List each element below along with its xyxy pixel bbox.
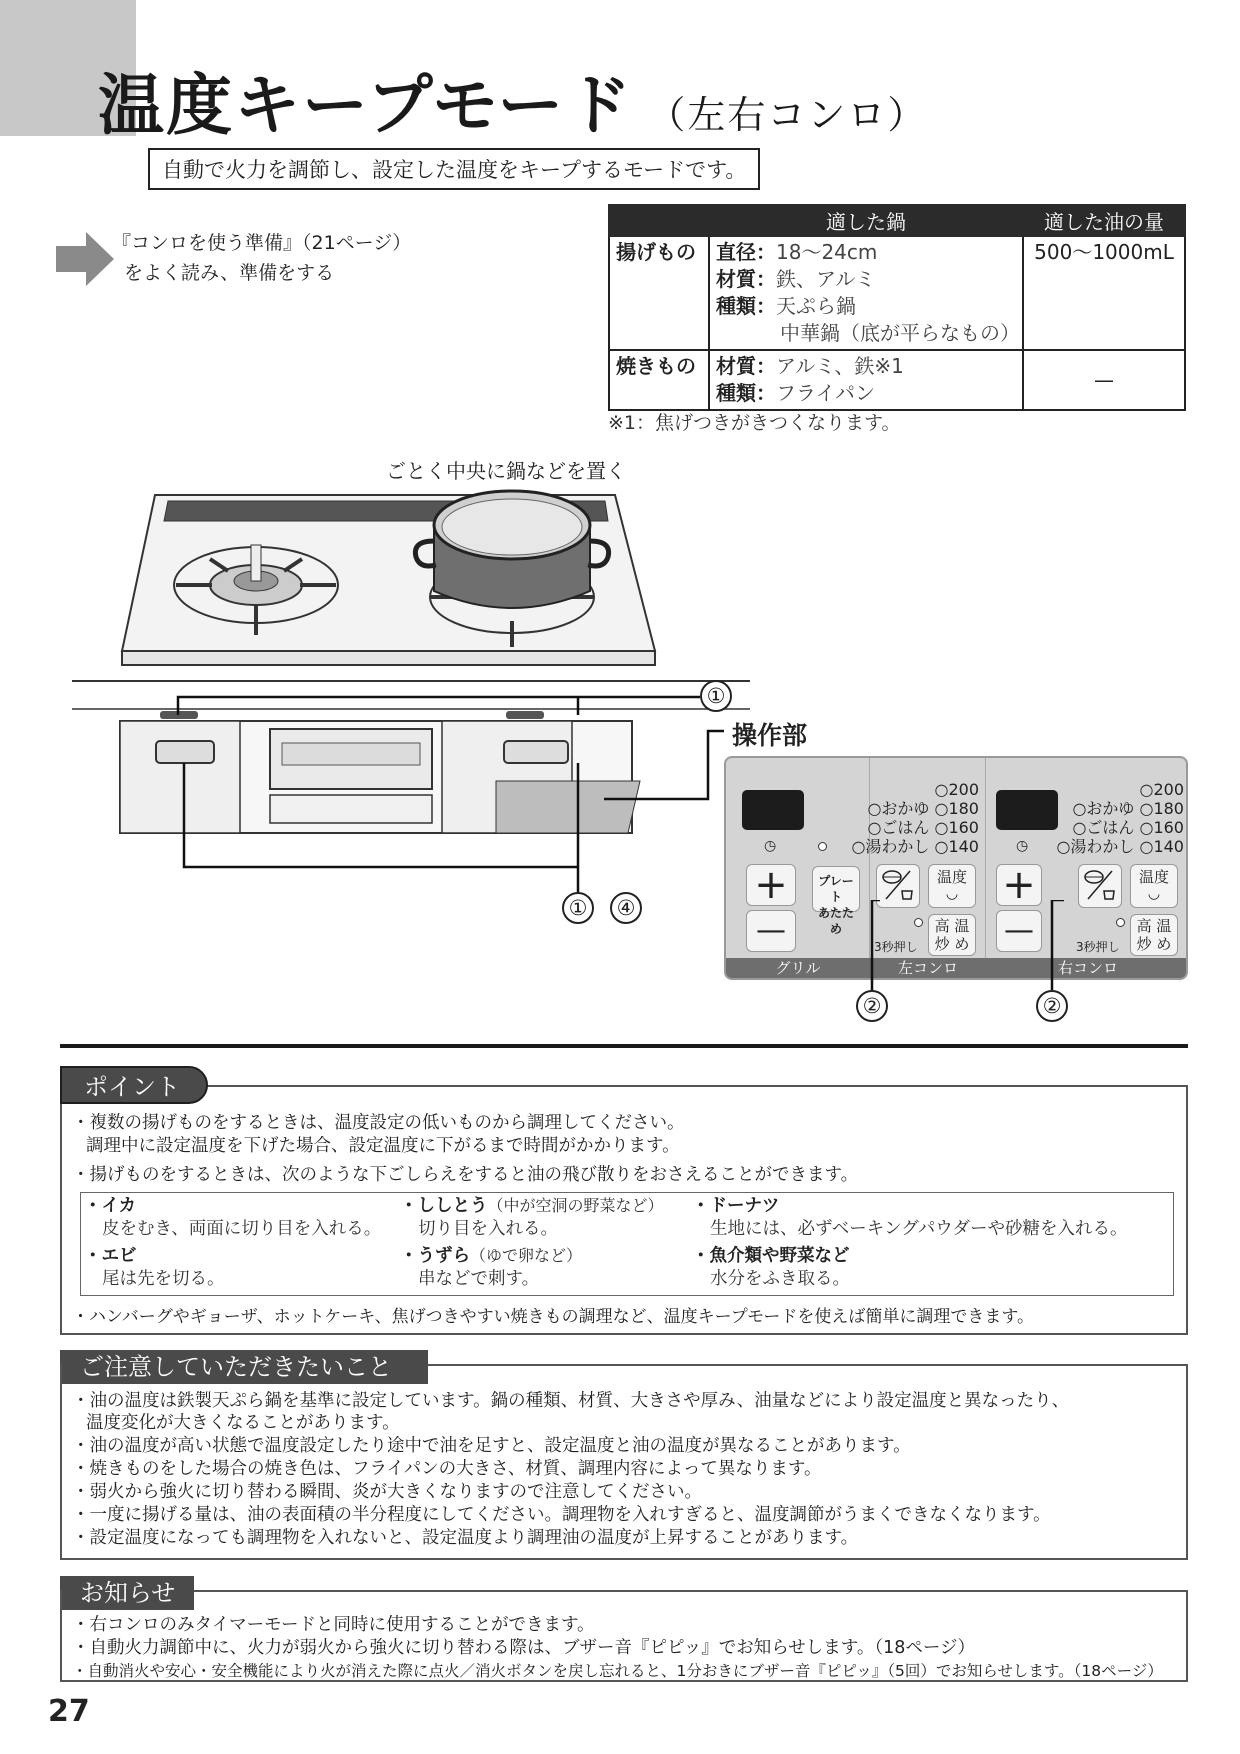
spec-key: 直径：: [716, 240, 776, 264]
temp-option: ○おかゆ ○180: [1072, 799, 1184, 818]
tip-desc: 生地には、必ずベーキングパウダーや砂糖を入れる。: [710, 1219, 1128, 1239]
right-burner-label: 右コンロ: [1057, 959, 1118, 977]
list-item: [400, 1194, 664, 1241]
title-sub: （左右コンロ）: [647, 93, 928, 137]
tip-desc: 皮をむき、両面に切り目を入れる。: [102, 1219, 382, 1239]
tip-head: ・ドーナツ: [692, 1196, 780, 1216]
hold-note: 3秒押し: [1076, 940, 1120, 954]
spec-key: 種類：: [716, 381, 776, 405]
point-tag: ポイント: [60, 1066, 208, 1104]
pot-header-oil: 適した油の量: [1023, 205, 1185, 236]
category-grilled: 焼きもの: [609, 350, 709, 410]
right-display: [996, 790, 1058, 830]
spec-value: 天ぷら鍋: [776, 294, 856, 318]
caution-line: ・一度に揚げる量は、油の表面積の半分程度にしてください。調理物を入れすぎると、温度調節がうまくできなくなります。: [72, 1505, 1051, 1525]
title-main: 温度キープモード: [98, 67, 634, 144]
table-footnote: ※1：焦げつきがきつくなります。: [608, 412, 901, 434]
spec-key: 種類：: [716, 294, 776, 318]
notice-line: ・右コンロのみタイマーモードと同時に使用することができます。: [72, 1615, 595, 1635]
callout-4: ④: [610, 892, 642, 924]
tip-sub: （ゆで卵など）: [470, 1246, 583, 1265]
hold-note: 3秒押し: [874, 940, 918, 954]
spec-key: 材質：: [716, 354, 776, 378]
tip-desc: 尾は先を切る。: [102, 1269, 225, 1289]
list-item: [84, 1194, 381, 1241]
temp-button-label: 温度: [1138, 868, 1169, 886]
notice-tag: お知らせ: [60, 1576, 194, 1610]
temp-option: ○200: [1139, 780, 1184, 799]
caution-line: ・弱火から強火に切り替わる瞬間、炎が大きくなりますので注意してください。: [72, 1482, 702, 1502]
temp-option: ○ごはん ○160: [1072, 818, 1184, 837]
spec-key: 材質：: [716, 267, 776, 291]
oil-amount: 500〜1000mL: [1023, 236, 1185, 350]
left-temp-list: [851, 780, 979, 856]
list-item: [692, 1194, 1128, 1241]
stove-illustration: [60, 485, 760, 935]
tip-head: ・魚介類や野菜など: [692, 1246, 850, 1266]
spec-cell: [709, 236, 1023, 350]
grill-minus-button[interactable]: —: [746, 910, 796, 952]
prep-line-2: をよく読み、準備をする: [124, 262, 335, 284]
caution-tag: ご注意していただきたいこと: [60, 1350, 428, 1384]
right-minus-button[interactable]: —: [996, 910, 1042, 952]
tip-head: ・うずら: [400, 1246, 470, 1266]
page-number: 27: [48, 1694, 90, 1729]
callout-2-right: ②: [1036, 990, 1068, 1022]
right-temp-list: [1056, 780, 1184, 856]
temp-option: ○ごはん ○160: [867, 818, 979, 837]
plate-label-1: プレート: [818, 874, 854, 904]
oil-amount: —: [1023, 350, 1185, 410]
high-label-2: 炒 め: [934, 935, 970, 953]
spec-value: 中華鍋（底が平らなもの）: [780, 321, 1020, 345]
category-fried: 揚げもの: [609, 236, 709, 350]
section-divider: [60, 1044, 1188, 1048]
tip-head: ・エビ: [84, 1246, 137, 1266]
clock-icon: ◷: [1016, 838, 1029, 854]
high-label-2: 炒 め: [1136, 935, 1172, 953]
list-item: [400, 1244, 582, 1291]
tip-head: ・イカ: [84, 1196, 136, 1216]
caution-line: 温度変化が大きくなることがあります。: [86, 1413, 400, 1433]
kettle-rice-icon: [1080, 865, 1120, 905]
prep-instruction: [112, 228, 411, 288]
spec-value: フライパン: [776, 381, 875, 405]
pot-header-empty: [609, 205, 709, 236]
caution-line: ・設定温度になっても調理物を入れないと、設定温度より調理油の温度が上昇することがあります。: [72, 1528, 859, 1548]
pot-small-icon: ◡: [1147, 886, 1161, 902]
pot-header-pot: 適した鍋: [709, 205, 1023, 236]
grill-label: グリル: [775, 959, 821, 977]
notice-line: ・自動消火や安心・安全機能により火が消えた際に点火／消火ボタンを戻し忘れると、1分おきにブザー音『ピピッ』（5回）でお知らせします。（18ページ）: [72, 1662, 1163, 1680]
tip-desc: 水分をふき取る。: [710, 1269, 850, 1289]
control-panel-label: 操作部: [732, 721, 808, 750]
high-label-1: 高 温: [934, 917, 970, 935]
grill-display: [742, 790, 804, 830]
lead-box: 自動で火力を調節し、設定した温度をキープするモードです。: [148, 148, 760, 190]
point-bullet-2: ・揚げものをするときは、次のような下ごしらえをすると油の飛び散りをおさえることができます。: [72, 1165, 859, 1185]
callout-1-bottom: ①: [562, 892, 594, 924]
list-item: [84, 1244, 225, 1291]
tip-head: ・ししとう: [400, 1196, 488, 1216]
table-row: [609, 236, 1185, 350]
spec-value: 鉄、アルミ: [776, 267, 876, 291]
caution-line: ・焼きものをした場合の焼き色は、フライパンの大きさ、材質、調理内容によって異なります。: [72, 1459, 822, 1479]
pot-small-icon: ◡: [945, 886, 959, 902]
prep-line-1: 『コンロを使う準備』（21ページ）: [112, 232, 412, 254]
right-plus-button[interactable]: +: [996, 864, 1042, 906]
pot-icon: [415, 491, 608, 608]
point-bullet-3: ・ハンバーグやギョーザ、ホットケーキ、焦げつきやすい焼きもの調理など、温度キープモードを使えば簡単に調理できます。: [72, 1307, 1035, 1327]
callout-2-left: ②: [856, 990, 888, 1022]
tip-desc: 串などで刺す。: [418, 1269, 540, 1289]
temp-option: ○おかゆ ○180: [867, 799, 979, 818]
left-burner-label: 左コンロ: [897, 959, 958, 977]
page-title: [98, 52, 927, 147]
pot-table-header: [609, 205, 1185, 236]
tip-sub: （中が空洞の野菜など）: [487, 1196, 664, 1215]
caution-line: ・油の温度が高い状態で温度設定したり途中で油を足すと、設定温度と油の温度が異なることがあります。: [72, 1436, 911, 1456]
temp-option: ○湯わかし ○140: [1056, 837, 1184, 856]
table-row: [609, 350, 1185, 410]
caution-line: ・油の温度は鉄製天ぷら鍋を基準に設定しています。鍋の種類、材質、大きさや厚み、油量などにより設定温度と異なったり、: [72, 1391, 1070, 1411]
spec-value: アルミ、鉄※1: [776, 354, 904, 378]
spec-cell: [709, 350, 1023, 410]
notice-line: ・自動火力調節中に、火力が弱火から強火に切り替わる際は、ブザー音『ピピッ』でお知らせします。（18ページ）: [72, 1638, 976, 1658]
indicator-lamp: [818, 842, 827, 851]
list-item: [692, 1244, 850, 1291]
callout-1-top: ①: [700, 680, 732, 712]
pot-table: [608, 204, 1186, 411]
tip-desc: 切り目を入れる。: [418, 1219, 558, 1239]
diagram-caption: ごとく中央に鍋などを置く: [386, 459, 626, 483]
temp-option: ○200: [934, 780, 979, 799]
temp-option: ○湯わかし ○140: [851, 837, 979, 856]
temp-button-label: 温度: [936, 868, 967, 886]
point-bullet-1: ・複数の揚げものをするときは、温度設定の低いものから調理してください。: [72, 1113, 685, 1133]
high-label-1: 高 温: [1136, 917, 1172, 935]
plate-label-2: あたため: [817, 906, 854, 936]
panel-callout-lines: [840, 900, 1180, 1030]
point-bullet-1b: 調理中に設定温度を下げた場合、設定温度に下がるまで時間がかかります。: [86, 1136, 680, 1156]
grill-plus-button[interactable]: +: [746, 864, 796, 906]
spec-value: 18〜24cm: [776, 240, 878, 264]
kettle-rice-icon: [878, 865, 918, 905]
clock-icon: ◷: [764, 838, 777, 854]
